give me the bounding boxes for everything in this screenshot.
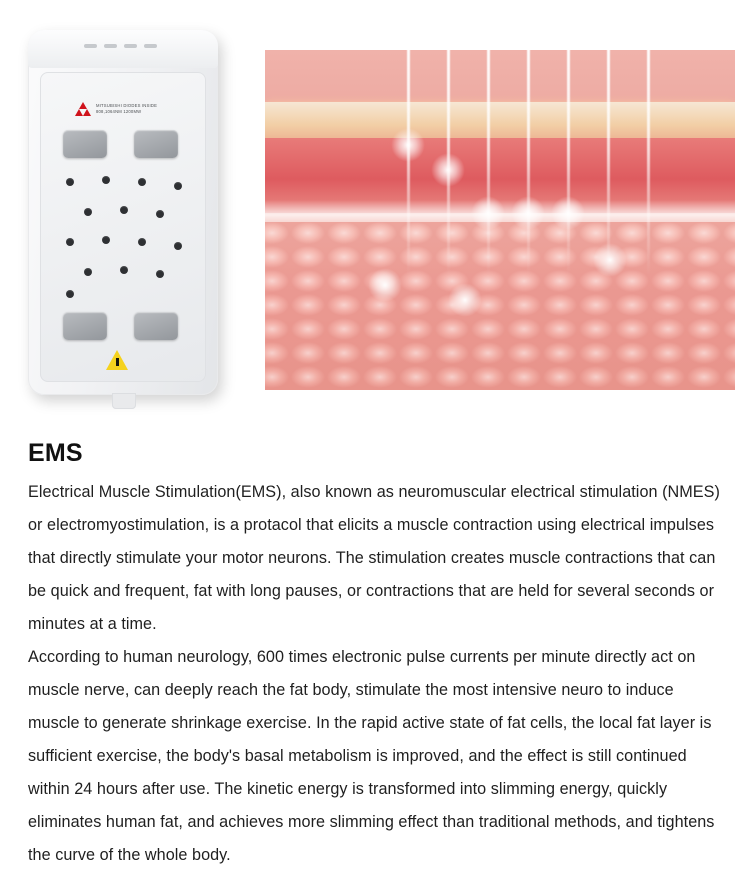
vent-slot [104,44,117,48]
epidermis-layer [265,50,735,110]
electrode-dot [66,290,74,298]
device-button-pad [63,312,107,340]
media-row [0,0,750,420]
beam-spark [551,196,585,230]
beam-spark [593,243,627,277]
electrode-dot [66,178,74,186]
electrode-dot [120,206,128,214]
article-content [0,420,750,872]
laser-warning-icon [106,350,128,370]
electrode-dot [102,176,110,184]
beam-spark [391,128,425,162]
mitsubishi-diamond-icon [76,102,91,116]
device-top-edge [28,30,218,68]
electrode-dot [84,268,92,276]
device-body [28,30,218,395]
dermis-band-layer [265,102,735,140]
electrode-dot [102,236,110,244]
laser-beam [567,50,570,276]
beam-spark [448,283,482,317]
beam-spark [431,153,465,187]
vent-slot [84,44,97,48]
laser-beam [407,50,410,276]
electrode-dot [138,178,146,186]
electrode-dot [138,238,146,246]
laser-beam [647,50,650,276]
device-photo [0,0,265,420]
brand-text-line-1: MITSUBISHI DIODES INSIDE [96,103,158,109]
device-button-pad [63,130,107,158]
beam-spark [471,196,505,230]
electrode-dot [66,238,74,246]
electrode-dot [156,270,164,278]
electrode-dot [84,208,92,216]
beam-spark [368,268,402,302]
article-paragraph-1: Electrical Muscle Stimulation(EMS), also known as neuromuscular electrical stimulation (NMES) or electromyostimulation, is a protacol that elicits a muscle contraction using electrical impulses that directly stimulate your motor neurons. The stimulation creates muscle contractions that can be quick and frequent, fat with long pauses, or contractions that are held for several seconds or minutes at a time. [28,483,720,633]
fat-cells-texture [265,222,735,390]
electrode-dot-grid [66,176,184,298]
beam-spark [511,196,545,230]
vent-slot [144,44,157,48]
device-button-pad [134,312,178,340]
laser-beam [527,50,530,276]
electrode-dot [174,182,182,190]
vent-slot [124,44,137,48]
electrode-dot [174,242,182,250]
brand-text [96,103,157,114]
skin-layer-illustration [265,50,735,390]
article-paragraph-2: According to human neurology, 600 times electronic pulse currents per minute directly act on muscle nerve, can deeply reach the fat body, stimulate the most intensive neuro to induce muscle to generate shrinkage exercise. In the rapid active state of fat cells, the local fat layer is sufficient exercise, the body's basal metabolism is improved, and the effect is still continued within 24 hours after use. The kinetic energy is transformed into slimming energy, quickly eliminates human fat, and achieves more slimming effect than traditional methods, and tightens the curve of the whole body. [28,648,715,864]
brand-text-line-2: 808,1064NM 1200MW [96,109,142,114]
electrode-dot [156,210,164,218]
laser-beam [487,50,490,276]
device-face-plate [40,72,206,382]
device-button-pad [134,130,178,158]
brand-plate [76,102,157,116]
electrode-dot [120,266,128,274]
device-stand [112,393,136,409]
page-title: EMS [28,439,83,467]
